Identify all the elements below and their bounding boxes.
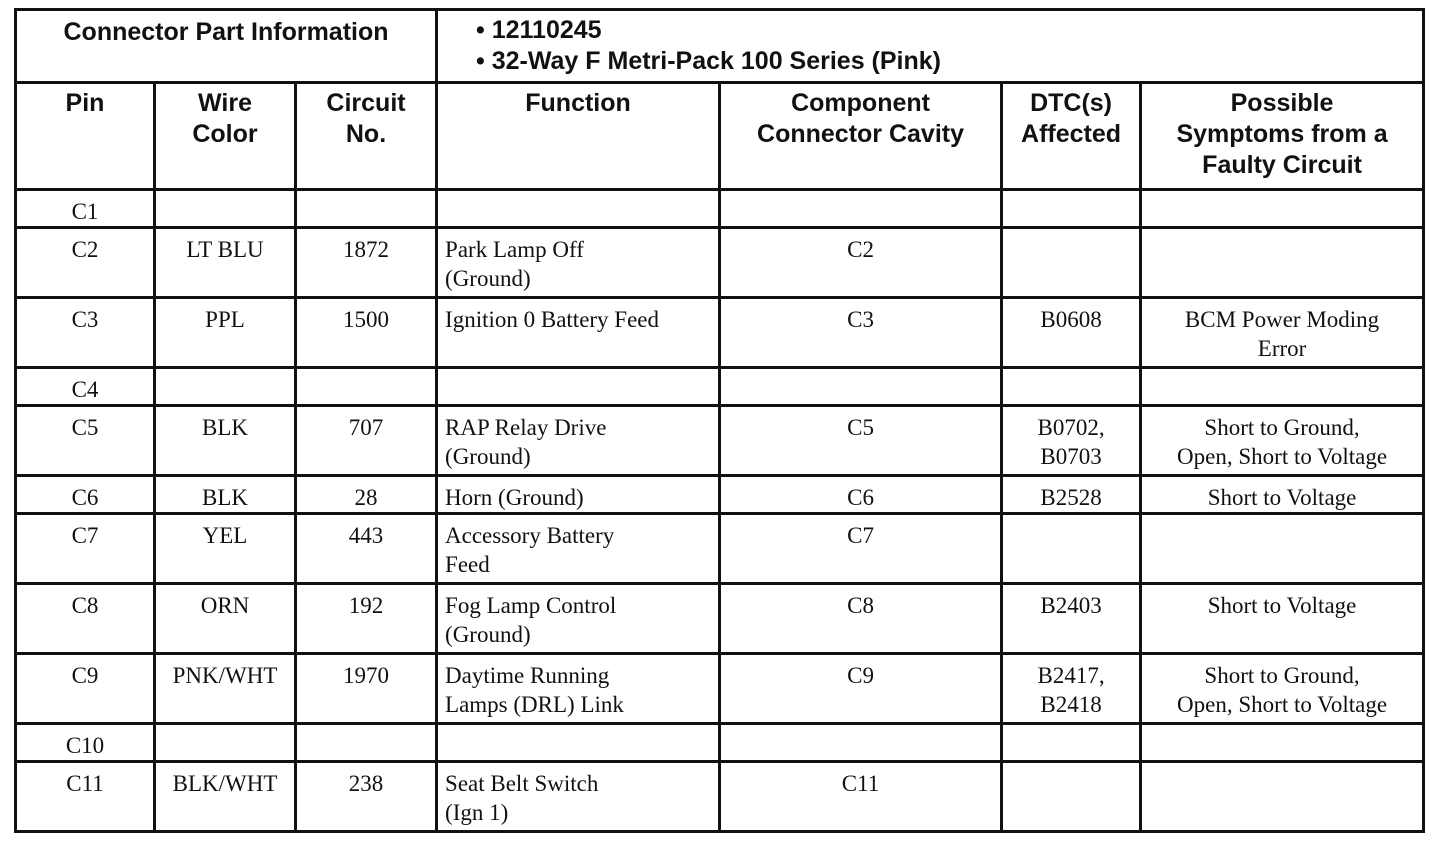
cell-symptoms xyxy=(1141,190,1424,228)
cell-component-cavity: C8 xyxy=(720,584,1002,654)
cell-function: Fog Lamp Control (Ground) xyxy=(437,584,720,654)
cell-symptoms xyxy=(1141,514,1424,584)
cell-pin: C5 xyxy=(16,406,155,476)
cell-component-cavity: C6 xyxy=(720,476,1002,514)
cell-circuit-no: 192 xyxy=(296,584,437,654)
cell-component-cavity: C9 xyxy=(720,654,1002,724)
cell-wire-color: PPL xyxy=(155,298,296,368)
cell-symptoms: Short to Ground, Open, Short to Voltage xyxy=(1141,406,1424,476)
cell-symptoms: Short to Voltage xyxy=(1141,476,1424,514)
table-row xyxy=(16,762,1424,832)
cell-dtcs: B2403 xyxy=(1002,584,1141,654)
cell-dtcs xyxy=(1002,228,1141,298)
cell-circuit-no: 238 xyxy=(296,762,437,832)
connector-part-number: • 12110245 xyxy=(476,16,602,44)
column-header-dtcs-affected: DTC(s) Affected xyxy=(1002,83,1141,190)
column-header-component-cavity: Component Connector Cavity xyxy=(720,83,1002,190)
cell-symptoms: Short to Voltage xyxy=(1141,584,1424,654)
cell-wire-color: YEL xyxy=(155,514,296,584)
cell-wire-color: BLK xyxy=(155,406,296,476)
table-row xyxy=(16,584,1424,654)
cell-component-cavity xyxy=(720,368,1002,406)
cell-circuit-no xyxy=(296,368,437,406)
cell-symptoms: BCM Power Moding Error xyxy=(1141,298,1424,368)
cell-circuit-no: 707 xyxy=(296,406,437,476)
cell-wire-color xyxy=(155,190,296,228)
cell-dtcs xyxy=(1002,514,1141,584)
cell-pin: C10 xyxy=(16,724,155,762)
cell-pin: C3 xyxy=(16,298,155,368)
column-header-circuit-no: Circuit No. xyxy=(296,83,437,190)
cell-circuit-no xyxy=(296,724,437,762)
cell-function xyxy=(437,368,720,406)
cell-wire-color: PNK/WHT xyxy=(155,654,296,724)
cell-dtcs: B0702, B0703 xyxy=(1002,406,1141,476)
cell-component-cavity xyxy=(720,190,1002,228)
column-header-row xyxy=(16,83,1424,190)
cell-pin: C8 xyxy=(16,584,155,654)
connector-table xyxy=(14,8,1425,833)
cell-dtcs: B0608 xyxy=(1002,298,1141,368)
column-header-pin: Pin xyxy=(16,83,155,190)
cell-pin: C6 xyxy=(16,476,155,514)
cell-dtcs xyxy=(1002,190,1141,228)
cell-pin: C11 xyxy=(16,762,155,832)
cell-wire-color: BLK xyxy=(155,476,296,514)
cell-dtcs xyxy=(1002,762,1141,832)
table-row xyxy=(16,368,1424,406)
cell-wire-color xyxy=(155,368,296,406)
cell-function: RAP Relay Drive (Ground) xyxy=(437,406,720,476)
cell-component-cavity: C5 xyxy=(720,406,1002,476)
cell-function: Daytime Running Lamps (DRL) Link xyxy=(437,654,720,724)
cell-pin: C2 xyxy=(16,228,155,298)
cell-wire-color: ORN xyxy=(155,584,296,654)
cell-component-cavity: C2 xyxy=(720,228,1002,298)
cell-component-cavity: C7 xyxy=(720,514,1002,584)
table-row xyxy=(16,190,1424,228)
cell-wire-color: LT BLU xyxy=(155,228,296,298)
cell-circuit-no: 1500 xyxy=(296,298,437,368)
cell-circuit-no: 443 xyxy=(296,514,437,584)
column-header-possible-symptoms: Possible Symptoms from a Faulty Circuit xyxy=(1141,83,1424,190)
cell-dtcs xyxy=(1002,724,1141,762)
cell-function: Park Lamp Off (Ground) xyxy=(437,228,720,298)
connector-info-values xyxy=(437,10,1424,83)
cell-function xyxy=(437,724,720,762)
cell-circuit-no xyxy=(296,190,437,228)
cell-function: Horn (Ground) xyxy=(437,476,720,514)
connector-info-row xyxy=(16,10,1424,83)
connector-description: • 32-Way F Metri-Pack 100 Series (Pink) xyxy=(476,47,941,75)
cell-dtcs: B2417, B2418 xyxy=(1002,654,1141,724)
cell-function: Seat Belt Switch (Ign 1) xyxy=(437,762,720,832)
table-row xyxy=(16,476,1424,514)
column-header-function: Function xyxy=(437,83,720,190)
cell-component-cavity xyxy=(720,724,1002,762)
column-header-wire-color: Wire Color xyxy=(155,83,296,190)
cell-function: Ignition 0 Battery Feed xyxy=(437,298,720,368)
cell-circuit-no: 1970 xyxy=(296,654,437,724)
connector-info-title: Connector Part Information xyxy=(16,10,437,83)
cell-component-cavity: C11 xyxy=(720,762,1002,832)
cell-wire-color: BLK/WHT xyxy=(155,762,296,832)
cell-function xyxy=(437,190,720,228)
table-row xyxy=(16,406,1424,476)
cell-symptoms xyxy=(1141,228,1424,298)
cell-wire-color xyxy=(155,724,296,762)
table-row xyxy=(16,228,1424,298)
cell-pin: C4 xyxy=(16,368,155,406)
table-row xyxy=(16,514,1424,584)
cell-dtcs: B2528 xyxy=(1002,476,1141,514)
cell-symptoms xyxy=(1141,724,1424,762)
cell-pin: C7 xyxy=(16,514,155,584)
cell-function: Accessory Battery Feed xyxy=(437,514,720,584)
cell-circuit-no: 28 xyxy=(296,476,437,514)
cell-symptoms: Short to Ground, Open, Short to Voltage xyxy=(1141,654,1424,724)
cell-pin: C1 xyxy=(16,190,155,228)
connector-sheet xyxy=(14,8,1422,833)
cell-symptoms xyxy=(1141,368,1424,406)
table-row xyxy=(16,724,1424,762)
table-row xyxy=(16,298,1424,368)
table-row xyxy=(16,654,1424,724)
cell-dtcs xyxy=(1002,368,1141,406)
cell-circuit-no: 1872 xyxy=(296,228,437,298)
cell-symptoms xyxy=(1141,762,1424,832)
cell-component-cavity: C3 xyxy=(720,298,1002,368)
cell-pin: C9 xyxy=(16,654,155,724)
